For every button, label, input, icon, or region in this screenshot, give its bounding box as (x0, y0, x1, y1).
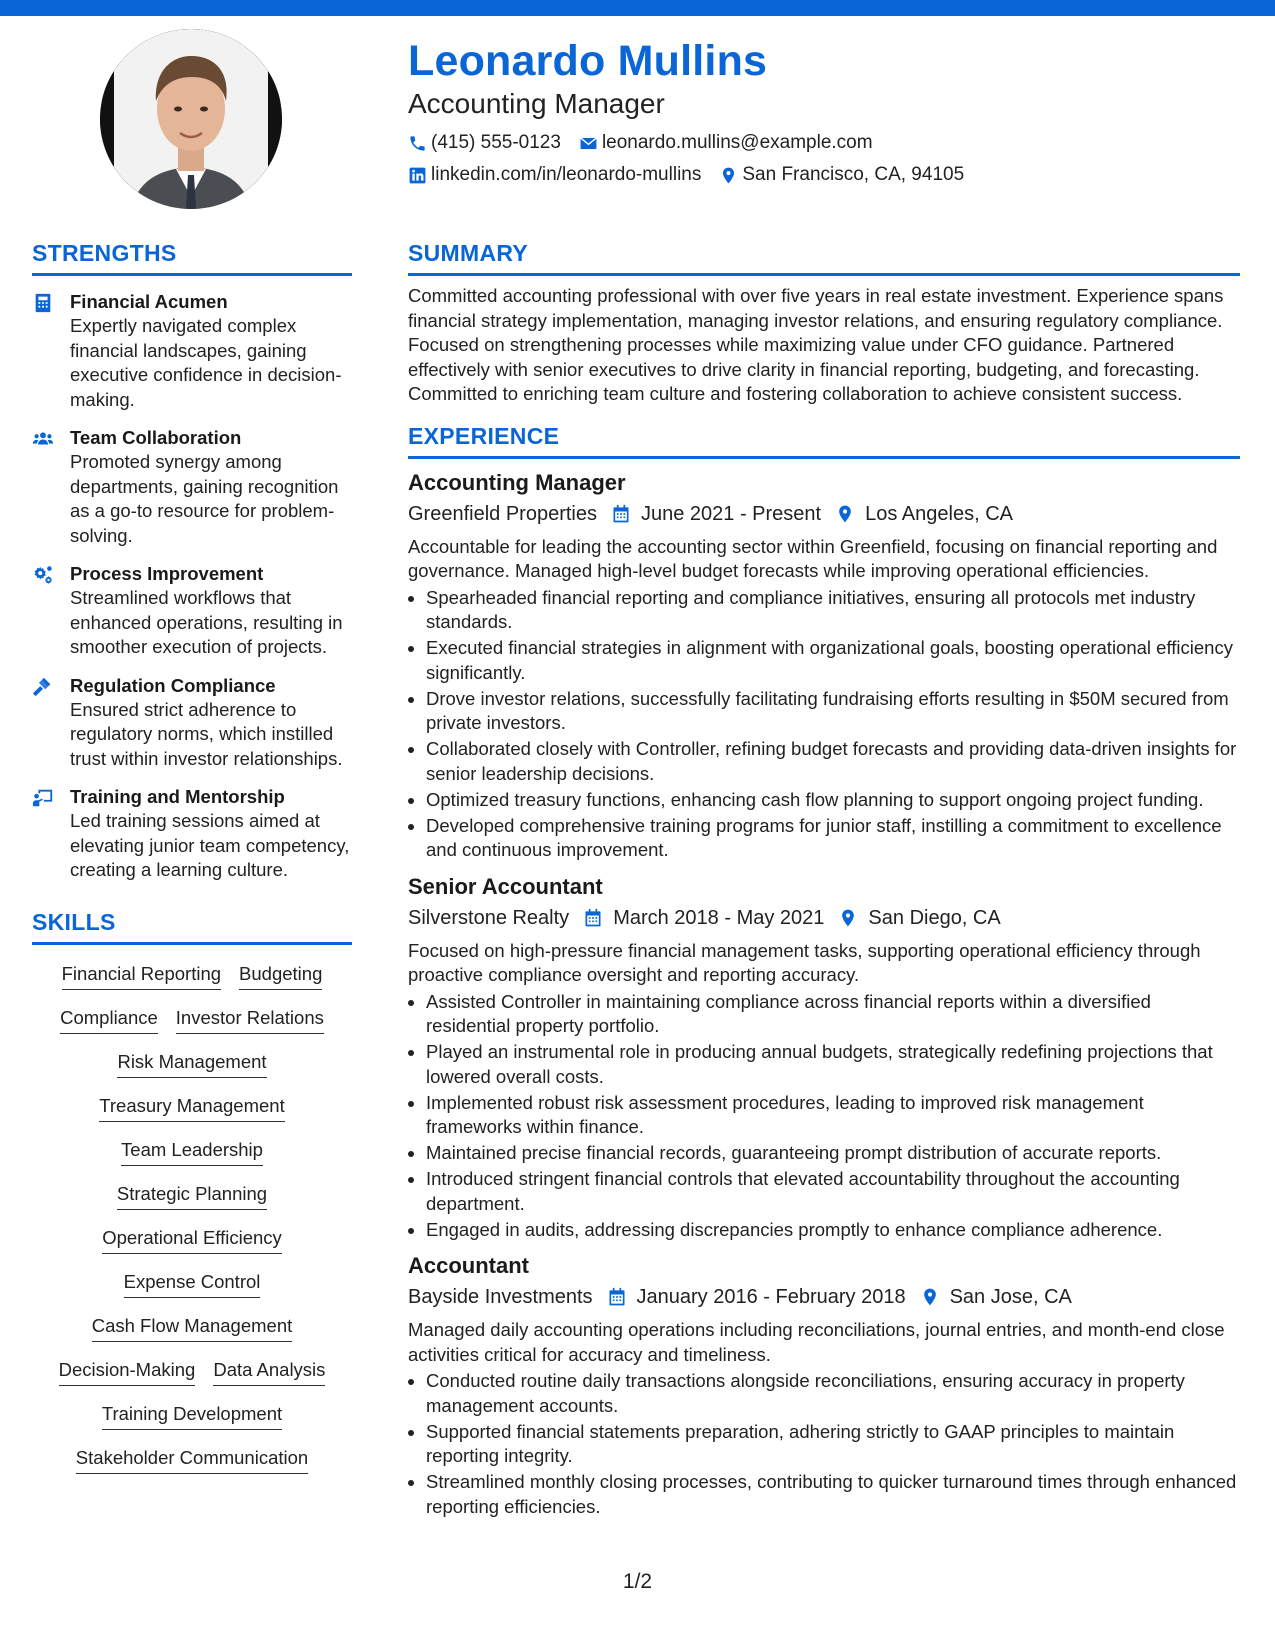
skill-tag: Training Development (102, 1403, 282, 1430)
bullet-item: • Assisted Controller in maintaining compliance across financial reports within a diversified residential property portfolio. (426, 990, 1240, 1039)
job-dates: June 2021 - Present (640, 502, 822, 525)
job-meta (408, 1284, 1240, 1310)
profile-photo (100, 29, 282, 209)
location-text: San Francisco, CA, 94105 (742, 164, 965, 186)
strength-desc: Ensured strict adherence to regulatory norms, which instilled trust within investor relationships. (70, 698, 343, 769)
resume-header (408, 38, 1228, 186)
contact-row-2 (408, 164, 1228, 186)
strength-item (32, 562, 352, 660)
bullet-item: • Conducted routine daily transactions alongside reconciliations, ensuring accuracy in property management accounts. (426, 1369, 1240, 1418)
company-name: Bayside Investments (408, 1286, 593, 1308)
calendar-icon (607, 1287, 627, 1307)
candidate-name: Leonardo Mullins (408, 37, 768, 85)
job-location: Los Angeles, CA (865, 502, 1013, 525)
job-title: Accounting Manager (408, 469, 626, 495)
skill-tag: Compliance (60, 1007, 158, 1034)
skill-tag: Cash Flow Management (92, 1315, 293, 1342)
contact-row-1 (408, 132, 1228, 154)
job-description: Focused on high-pressure financial management tasks, supporting operational efficiency through proactive compliance oversight and reporting accuracy. (408, 939, 1201, 985)
skill-tag: Risk Management (117, 1051, 266, 1078)
job-description: Accountable for leading the accounting sector within Greenfield, focusing on financial reporting and governance. Managed high-level budget forecasts while improving operational efficiencies. (408, 535, 1218, 581)
map-pin-icon (838, 908, 858, 928)
bullet-item: • Collaborated closely with Controller, refining budget forecasts and providing data-driven insights for senior leadership decisions. (426, 737, 1240, 786)
candidate-title: Accounting Manager (408, 88, 665, 120)
linkedin-icon (408, 166, 427, 185)
skill-tag: Team Leadership (121, 1139, 263, 1166)
page-number: 1/2 (622, 1570, 653, 1593)
bullet-item: • Streamlined monthly closing processes, contributing to quicker turnaround times through enhanced reporting efficiencies. (426, 1470, 1240, 1519)
skill-tag: Investor Relations (176, 1007, 324, 1034)
skill-tag: Financial Reporting (62, 963, 221, 990)
bullet-item: • Executed financial strategies in alignment with organizational goals, boosting operational efficiency significantly. (426, 636, 1240, 685)
email-text[interactable]: leonardo.mullins@example.com (601, 132, 873, 154)
users-icon (32, 428, 54, 450)
skill-tag: Data Analysis (213, 1359, 325, 1386)
skills-heading: SKILLS (32, 909, 352, 945)
bullet-item: • Implemented robust risk assessment procedures, leading to improved risk management frameworks within finance. (426, 1091, 1240, 1140)
job-bullets (408, 586, 1240, 863)
job-entry (408, 873, 1240, 1243)
strength-desc: Streamlined workflows that enhanced operations, resulting in smoother execution of projects. (70, 587, 343, 657)
phone-icon (408, 134, 427, 153)
strength-desc: Expertly navigated complex financial landscapes, gaining executive confidence in decision-making. (70, 315, 342, 410)
job-bullets (408, 990, 1240, 1243)
job-title: Accountant (408, 1253, 529, 1278)
skill-tag: Budgeting (239, 963, 322, 990)
job-title: Senior Accountant (408, 873, 603, 899)
skill-tag: Operational Efficiency (102, 1227, 282, 1254)
phone-text: (415) 555-0123 (431, 132, 561, 154)
linkedin-text[interactable]: linkedin.com/in/leonardo-mullins (431, 164, 702, 186)
strength-item (32, 290, 352, 412)
skill-tag: Treasury Management (99, 1095, 284, 1122)
skill-tag: Decision-Making (59, 1359, 196, 1386)
summary-text: Committed accounting professional with over five years in real estate investment. Experience spans financial strategy implementation, managing investor relations, and ensuring regulatory compliance. Focused on strengthening processes while maximizing value under CFO guidance. Partnered effectively with senior executives to drive clarity in financial reporting, budgeting, and forecasting. Committed to enriching team culture and fostering collaboration to achieve consistent success. (408, 285, 1224, 404)
calendar-icon (583, 908, 603, 928)
strength-title: Financial Acumen (70, 291, 228, 312)
company-name: Silverstone Realty (408, 906, 570, 929)
bullet-item: • Optimized treasury functions, enhancing cash flow planning to support ongoing project funding. (426, 788, 1240, 813)
strength-desc: Led training sessions aimed at elevating junior team competency, creating a learning culture. (70, 810, 350, 880)
job-meta (408, 905, 1240, 931)
envelope-icon (579, 134, 598, 153)
job-description: Managed daily accounting operations including reconciliations, journal entries, and month-end close activities critical for accuracy and timeliness. (408, 1319, 1225, 1365)
skill-tag: Expense Control (124, 1271, 261, 1298)
gears-icon (32, 564, 54, 586)
left-column (32, 240, 352, 1483)
bullet-item: • Introduced stringent financial controls that elevated accountability throughout the accounting department. (426, 1167, 1240, 1216)
job-dates: March 2018 - May 2021 (613, 906, 825, 929)
strength-item (32, 674, 352, 772)
strength-title: Process Improvement (70, 563, 264, 584)
map-pin-icon (920, 1287, 940, 1307)
job-dates: January 2016 - February 2018 (636, 1286, 906, 1308)
experience-heading: EXPERIENCE (408, 423, 1240, 459)
map-pin-icon (719, 166, 738, 185)
bullet-item: • Engaged in audits, addressing discrepancies promptly to enhance compliance adherence. (426, 1218, 1240, 1243)
strength-item (32, 426, 352, 548)
summary-heading: SUMMARY (408, 240, 1240, 276)
job-entry (408, 469, 1240, 863)
calculator-icon (32, 292, 54, 314)
gavel-icon (32, 676, 54, 698)
location-item (719, 164, 964, 186)
phone-item (408, 132, 561, 154)
bullet-item: • Drove investor relations, successfully facilitating fundraising efforts resulting in $50M secured from private investors. (426, 687, 1240, 736)
linkedin-item[interactable] (408, 164, 701, 186)
chalkboard-user-icon (32, 787, 54, 809)
bullet-item: • Spearheaded financial reporting and compliance initiatives, ensuring all protocols met industry standards. (426, 586, 1240, 635)
job-meta (408, 501, 1240, 527)
bullet-item: • Supported financial statements preparation, adhering strictly to GAAP principles to maintain reporting integrity. (426, 1420, 1240, 1469)
skill-tag: Stakeholder Communication (76, 1447, 308, 1474)
job-bullets (408, 1369, 1240, 1519)
company-name: Greenfield Properties (408, 502, 597, 525)
job-entry (408, 1252, 1240, 1519)
job-location: San Diego, CA (868, 906, 1001, 929)
right-column (408, 240, 1240, 1521)
map-pin-icon (835, 504, 855, 524)
skill-tag: Strategic Planning (117, 1183, 267, 1210)
strength-title: Training and Mentorship (70, 786, 285, 807)
calendar-icon (611, 504, 631, 524)
email-item[interactable] (579, 132, 873, 154)
strength-title: Team Collaboration (70, 427, 242, 448)
strength-item (32, 785, 352, 883)
job-location: San Jose, CA (949, 1286, 1072, 1308)
bullet-item: • Developed comprehensive training programs for junior staff, instilling a commitment to excellence and continuous improvement. (426, 814, 1240, 863)
strength-title: Regulation Compliance (70, 674, 276, 696)
bullet-item: • Played an instrumental role in producing annual budgets, strategically redefining projections that lowered overall costs. (426, 1040, 1240, 1089)
bullet-item: • Maintained precise financial records, guaranteeing prompt distribution of accurate reports. (426, 1141, 1240, 1166)
strengths-heading: STRENGTHS (32, 240, 352, 276)
skills-list (32, 955, 352, 1483)
top-accent-bar (0, 0, 1275, 16)
strength-desc: Promoted synergy among departments, gaining recognition as a go-to resource for problem-solving. (70, 451, 339, 546)
